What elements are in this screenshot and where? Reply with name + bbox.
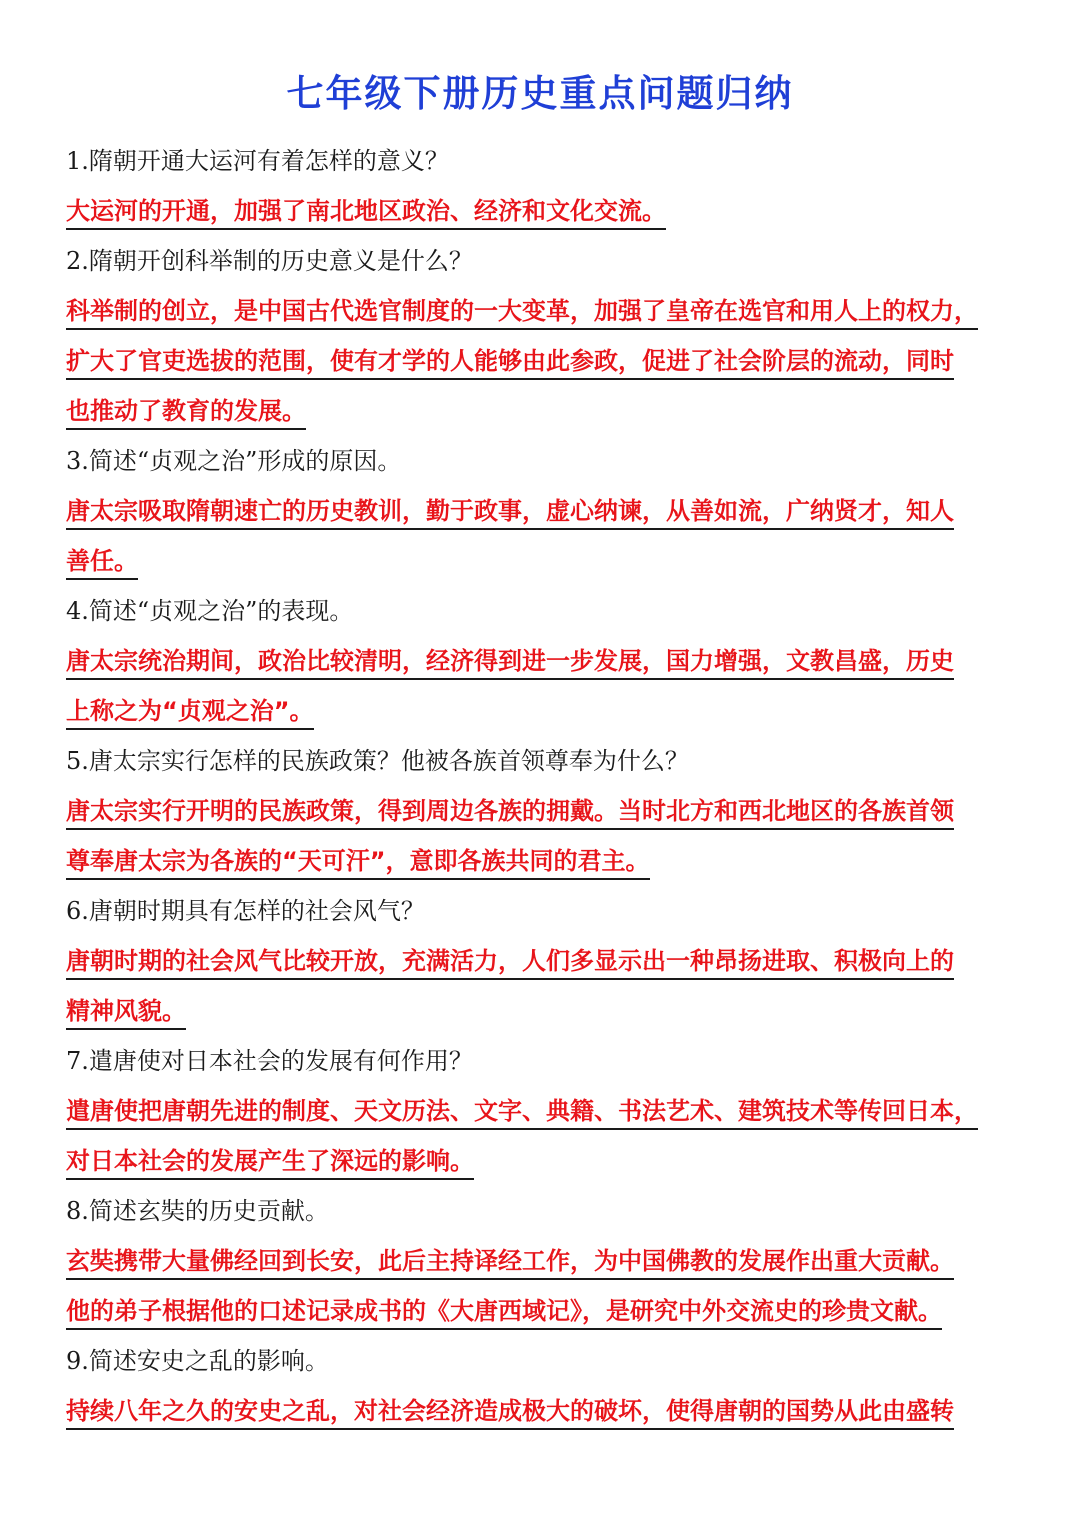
question-text: 5.唐太宗实行怎样的民族政策？他被各族首领尊奉为什么？ xyxy=(66,747,689,775)
answer-line-text: 对日本社会的发展产生了深远的影响。 xyxy=(66,1147,474,1180)
answer-line xyxy=(66,1086,1026,1136)
answer-line-text: 大运河的开通，加强了南北地区政治、经济和文化交流。 xyxy=(66,197,666,230)
answer-text xyxy=(66,1386,1026,1436)
answer-line-text: 善任。 xyxy=(66,547,138,580)
question-text: 8.简述玄奘的历史贡献。 xyxy=(66,1197,329,1225)
answer-line xyxy=(66,1286,1026,1336)
question-text: 9.简述安史之乱的影响。 xyxy=(66,1347,329,1375)
answer-line xyxy=(66,186,1026,236)
answer-line xyxy=(66,336,1026,386)
answer-line xyxy=(66,386,1026,436)
answer-line-text: 科举制的创立，是中国古代选官制度的一大变革，加强了皇帝在选官和用人上的权力， xyxy=(66,297,978,330)
answer-text xyxy=(66,1086,1026,1186)
answer-line xyxy=(66,986,1026,1036)
answer-line-text: 精神风貌。 xyxy=(66,997,186,1030)
qa-item-5 xyxy=(66,736,1026,886)
answer-line-text: 也推动了教育的发展。 xyxy=(66,397,306,430)
answer-line xyxy=(66,286,1026,336)
answer-text xyxy=(66,486,1026,586)
answer-line xyxy=(66,836,1026,886)
answer-line-text: 唐太宗统治期间，政治比较清明，经济得到进一步发展，国力增强，文教昌盛，历史 xyxy=(66,647,954,680)
answer-line-text: 尊奉唐太宗为各族的“天可汗”，意即各族共同的君主。 xyxy=(66,847,650,880)
answer-line-text: 唐朝时期的社会风气比较开放，充满活力，人们多显示出一种昂扬进取、积极向上的 xyxy=(66,947,954,980)
answer-line xyxy=(66,1136,1026,1186)
qa-item-6 xyxy=(66,886,1026,1036)
answer-text xyxy=(66,286,1026,436)
answer-line xyxy=(66,536,1026,586)
question-text: 7.遣唐使对日本社会的发展有何作用？ xyxy=(66,1047,473,1075)
qa-item-7 xyxy=(66,1036,1026,1186)
answer-line xyxy=(66,486,1026,536)
qa-list xyxy=(66,136,1026,1436)
qa-item-8 xyxy=(66,1186,1026,1336)
answer-text xyxy=(66,186,1026,236)
answer-text xyxy=(66,936,1026,1036)
answer-line xyxy=(66,636,1026,686)
answer-text xyxy=(66,786,1026,886)
question-text: 1.隋朝开通大运河有着怎样的意义？ xyxy=(66,147,449,175)
answer-line xyxy=(66,686,1026,736)
answer-line xyxy=(66,786,1026,836)
qa-item-9 xyxy=(66,1336,1026,1436)
question-text: 3.简述“贞观之治”形成的原因。 xyxy=(66,447,402,475)
question-text: 2.隋朝开创科举制的历史意义是什么？ xyxy=(66,247,473,275)
answer-line-text: 遣唐使把唐朝先进的制度、天文历法、文字、典籍、书法艺术、建筑技术等传回日本， xyxy=(66,1097,978,1130)
qa-item-1 xyxy=(66,136,1026,236)
answer-line-text: 他的弟子根据他的口述记录成书的《大唐西域记》，是研究中外交流史的珍贵文献。 xyxy=(66,1297,942,1330)
answer-line xyxy=(66,936,1026,986)
qa-item-2 xyxy=(66,236,1026,436)
answer-line xyxy=(66,1236,1026,1286)
answer-text xyxy=(66,636,1026,736)
page-title: 七年级下册历史重点问题归纳 xyxy=(286,72,794,115)
question-text: 4.简述“贞观之治”的表现。 xyxy=(66,597,354,625)
answer-line-text: 上称之为“贞观之治”。 xyxy=(66,697,314,730)
answer-line-text: 扩大了官吏选拔的范围，使有才学的人能够由此参政，促进了社会阶层的流动，同时 xyxy=(66,347,954,380)
answer-line-text: 持续八年之久的安史之乱，对社会经济造成极大的破坏，使得唐朝的国势从此由盛转 xyxy=(66,1397,954,1430)
qa-item-3 xyxy=(66,436,1026,586)
answer-line xyxy=(66,1386,1026,1436)
qa-item-4 xyxy=(66,586,1026,736)
answer-line-text: 唐太宗吸取隋朝速亡的历史教训，勤于政事，虚心纳谏，从善如流，广纳贤才，知人 xyxy=(66,497,954,530)
answer-text xyxy=(66,1236,1026,1336)
question-text: 6.唐朝时期具有怎样的社会风气？ xyxy=(66,897,425,925)
answer-line-text: 唐太宗实行开明的民族政策，得到周边各族的拥戴。当时北方和西北地区的各族首领 xyxy=(66,797,954,830)
answer-line-text: 玄奘携带大量佛经回到长安，此后主持译经工作，为中国佛教的发展作出重大贡献。 xyxy=(66,1247,954,1280)
